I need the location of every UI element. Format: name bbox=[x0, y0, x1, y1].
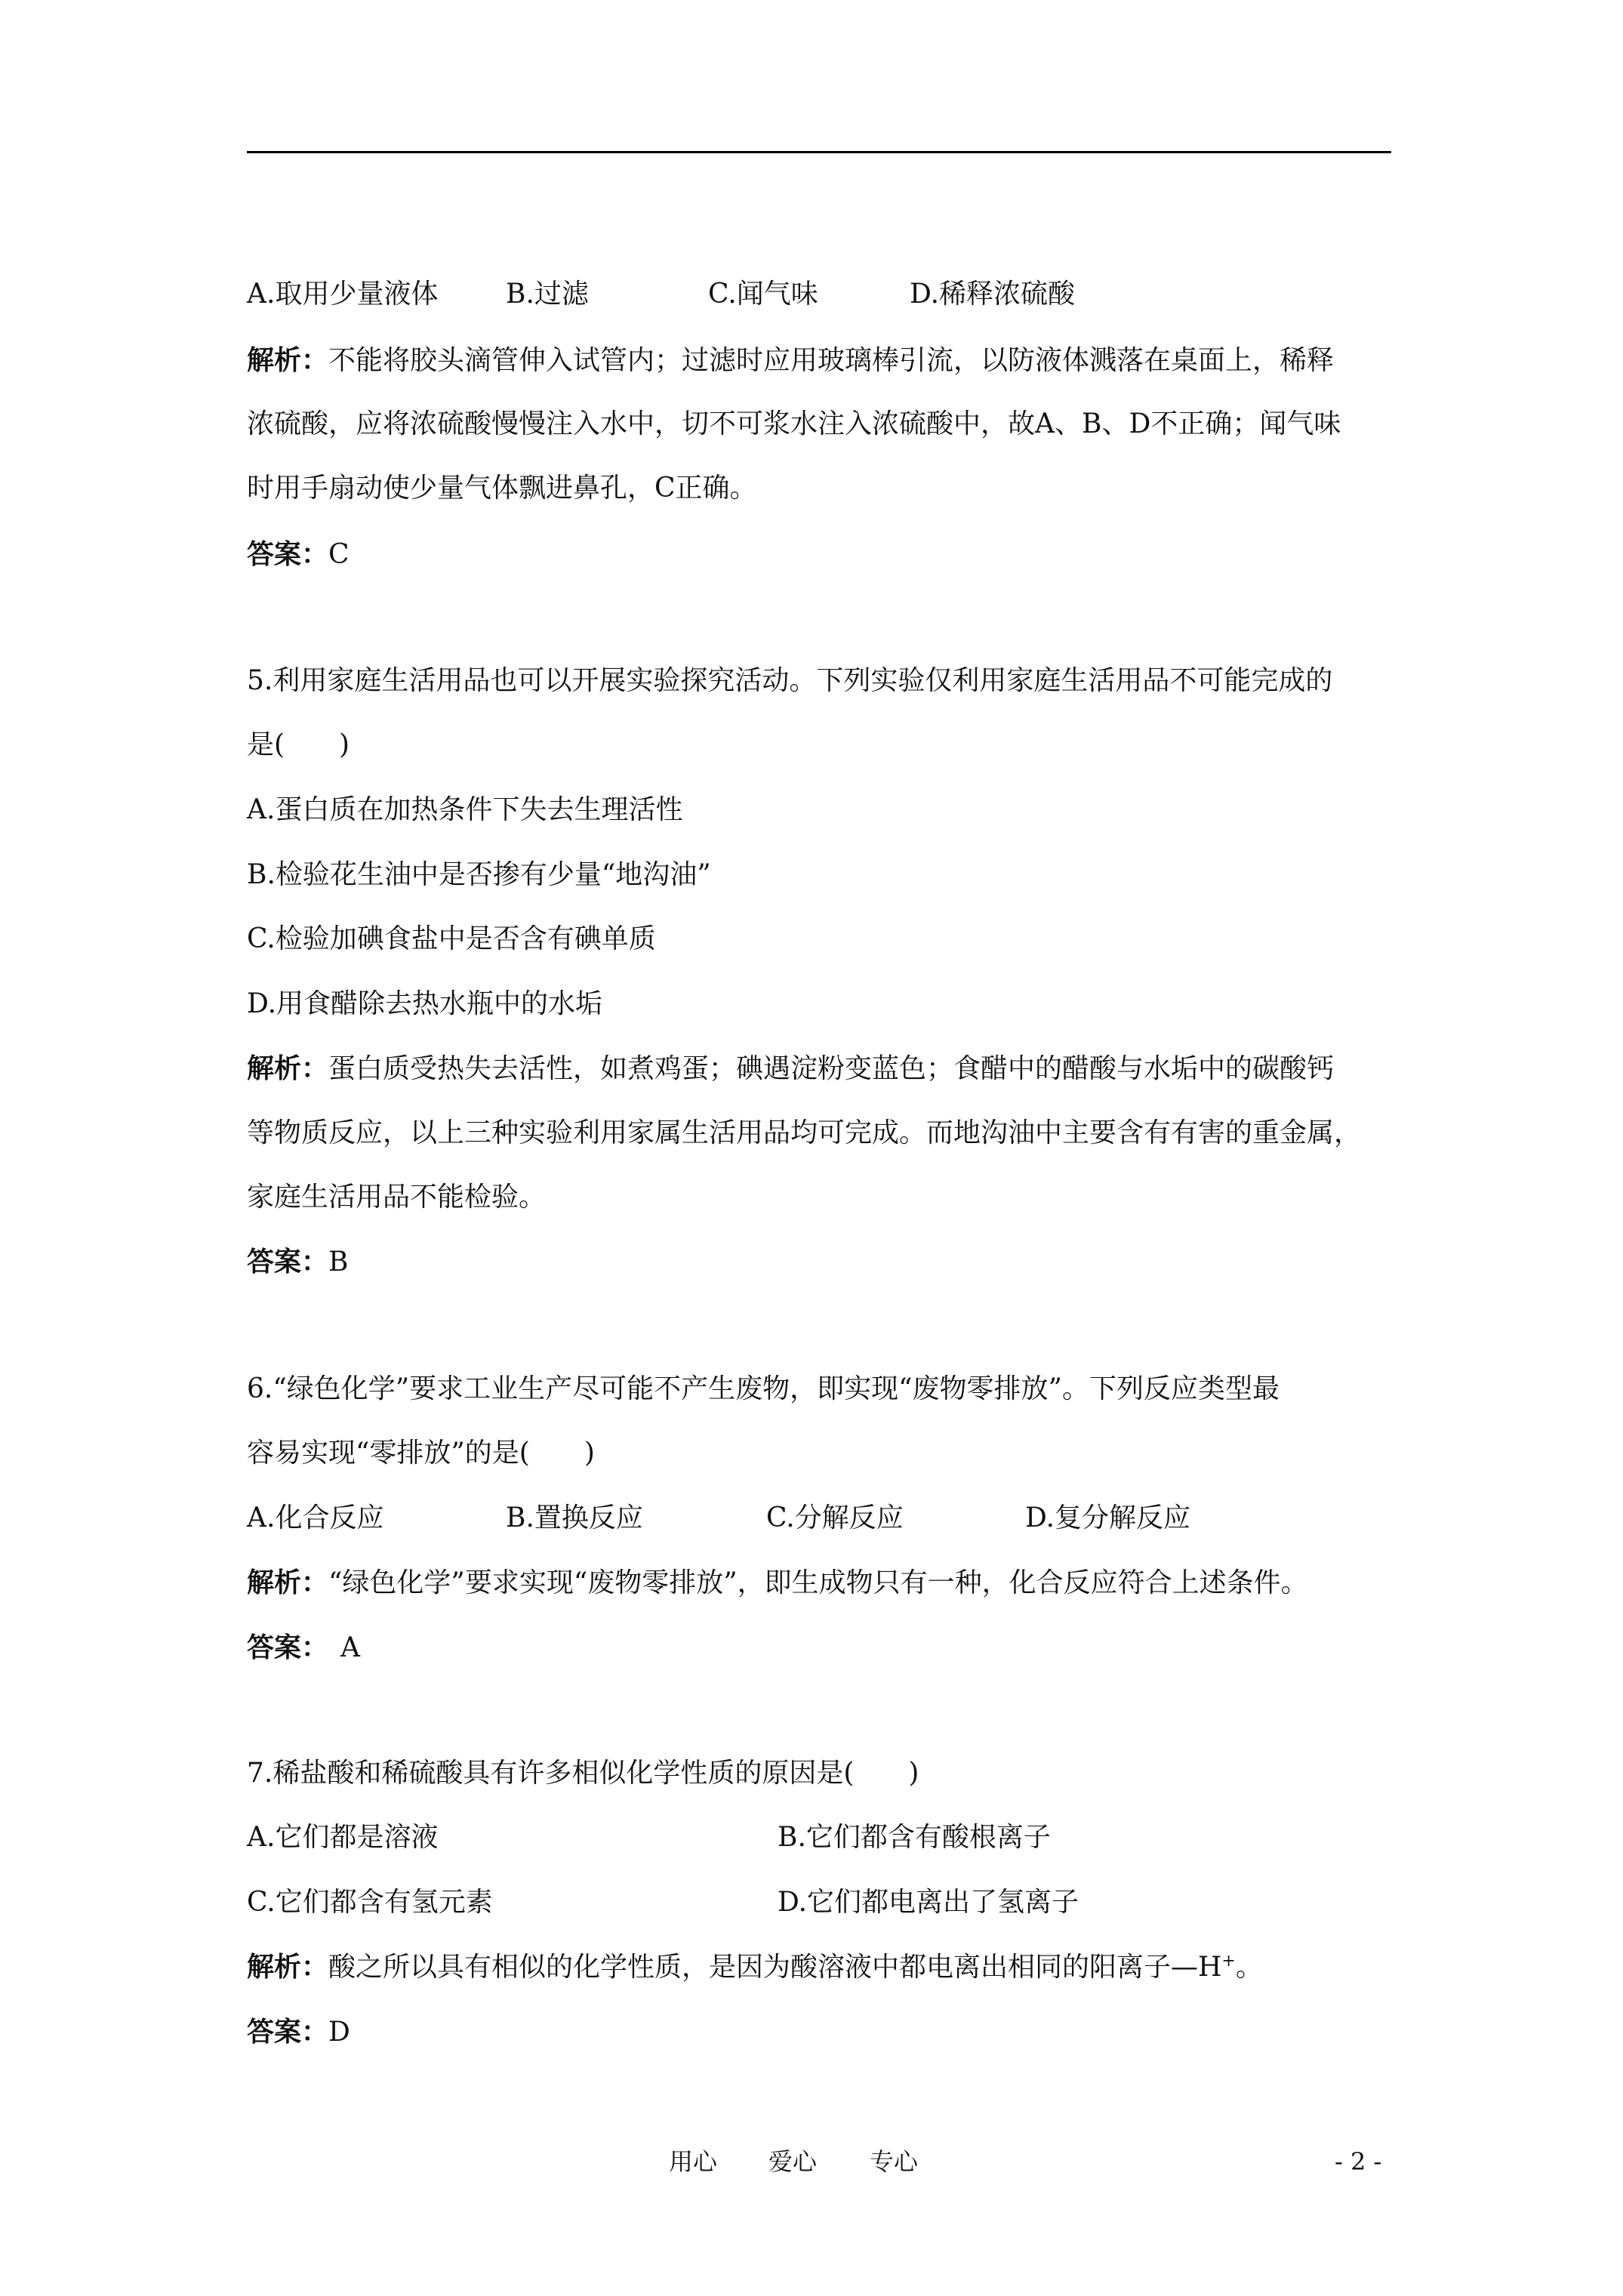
q7-option-c: C.它们都含有氢元素 bbox=[247, 1887, 493, 1918]
analysis-label: 解析： bbox=[247, 1567, 329, 1598]
header-rule bbox=[247, 151, 1391, 153]
q6-option-c: C.分解反应 bbox=[766, 1502, 904, 1533]
analysis-text: “绿色化学”要求实现“废物零排放”，即生成物只有一种，化合反应符合上述条件。 bbox=[328, 1567, 1308, 1598]
prev-option-a: A.取用少量液体 bbox=[247, 279, 439, 310]
prev-analysis-line-3: 时用手扇动使少量气体飘进鼻孔，C正确。 bbox=[247, 473, 757, 504]
answer-label: 答案： bbox=[247, 538, 329, 570]
answer-label: 答案： bbox=[247, 2016, 329, 2048]
q5-analysis-line-3: 家庭生活用品不能检验。 bbox=[247, 1182, 547, 1213]
q6-analysis bbox=[247, 1566, 1308, 1600]
q5-analysis-line-1 bbox=[247, 1052, 1334, 1086]
q5-option-a: A.蛋白质在加热条件下失去生理活性 bbox=[247, 794, 683, 825]
superscript-plus: + bbox=[1221, 1952, 1236, 1971]
q6-option-a: A.化合反应 bbox=[247, 1502, 384, 1533]
analysis-label: 解析： bbox=[247, 344, 329, 376]
prev-option-d: D.稀释浓硫酸 bbox=[910, 279, 1076, 310]
prev-option-b: B.过滤 bbox=[506, 279, 589, 310]
prev-analysis-line-1 bbox=[247, 344, 1334, 378]
answer-value: D bbox=[328, 2017, 350, 2048]
q7-answer bbox=[247, 2015, 350, 2049]
analysis-text: 蛋白质受热失去活性，如煮鸡蛋；碘遇淀粉变蓝色；食醋中的醋酸与水垢中的碳酸钙 bbox=[328, 1053, 1335, 1084]
q5-stem-line-1: 5.利用家庭生活用品也可以开展实验探究活动。下列实验仅利用家庭生活用品不可能完成的 bbox=[247, 665, 1333, 696]
answer-label: 答案： bbox=[247, 1246, 329, 1277]
analysis-label: 解析： bbox=[247, 1052, 329, 1084]
footer-item-1: 用心 bbox=[669, 2147, 718, 2176]
prev-answer bbox=[247, 538, 350, 572]
prev-analysis-line-2: 浓硫酸，应将浓硫酸慢慢注入水中，切不可浆水注入浓硫酸中，故A、B、D不正确；闻气味 bbox=[247, 408, 1341, 439]
footer-item-2: 爱心 bbox=[768, 2147, 818, 2176]
prev-option-c: C.闻气味 bbox=[708, 279, 818, 310]
analysis-text: 酸之所以具有相似的化学性质，是因为酸溶液中都电离出相同的阳离子—H bbox=[328, 1952, 1222, 1983]
analysis-text: 不能将胶头滴管伸入试管内；过滤时应用玻璃棒引流，以防液体溅落在桌面上，稀释 bbox=[328, 345, 1335, 376]
analysis-label: 解析： bbox=[247, 1951, 329, 1983]
q7-stem: 7.稀盐酸和稀硫酸具有许多相似化学性质的原因是( ) bbox=[247, 1758, 919, 1789]
q7-option-a: A.它们都是溶液 bbox=[247, 1822, 439, 1853]
q5-analysis-line-2: 等物质反应，以上三种实验利用家属生活用品均可完成。而地沟油中主要含有有害的重金属， bbox=[247, 1117, 1362, 1148]
q5-option-d: D.用食醋除去热水瓶中的水垢 bbox=[247, 988, 603, 1019]
q7-option-b: B.它们都含有酸根离子 bbox=[778, 1822, 1051, 1853]
answer-label: 答案： bbox=[247, 1632, 329, 1663]
q5-option-b: B.检验花生油中是否掺有少量“地沟油” bbox=[247, 859, 711, 890]
q5-stem-line-2: 是( ) bbox=[247, 729, 350, 760]
q6-answer bbox=[247, 1631, 360, 1665]
analysis-end: 。 bbox=[1235, 1952, 1263, 1983]
answer-value: B bbox=[328, 1247, 349, 1277]
answer-value: A bbox=[340, 1632, 361, 1663]
answer-value: C bbox=[328, 539, 350, 570]
q6-option-b: B.置换反应 bbox=[506, 1502, 643, 1533]
footer-item-3: 专心 bbox=[870, 2147, 919, 2176]
q6-stem-line-1: 6.“绿色化学”要求工业生产尽可能不产生废物，即实现“废物零排放”。下列反应类型最 bbox=[247, 1373, 1280, 1404]
q5-option-c: C.检验加碘食盐中是否含有碘单质 bbox=[247, 923, 656, 954]
q6-stem-line-2: 容易实现“零排放”的是( ) bbox=[247, 1438, 595, 1469]
q5-answer bbox=[247, 1245, 348, 1279]
q7-analysis bbox=[247, 1950, 1263, 1984]
page-number: - 2 - bbox=[1335, 2147, 1382, 2176]
q6-option-d: D.复分解反应 bbox=[1025, 1502, 1191, 1533]
q7-option-d: D.它们都电离出了氢离子 bbox=[778, 1887, 1079, 1918]
